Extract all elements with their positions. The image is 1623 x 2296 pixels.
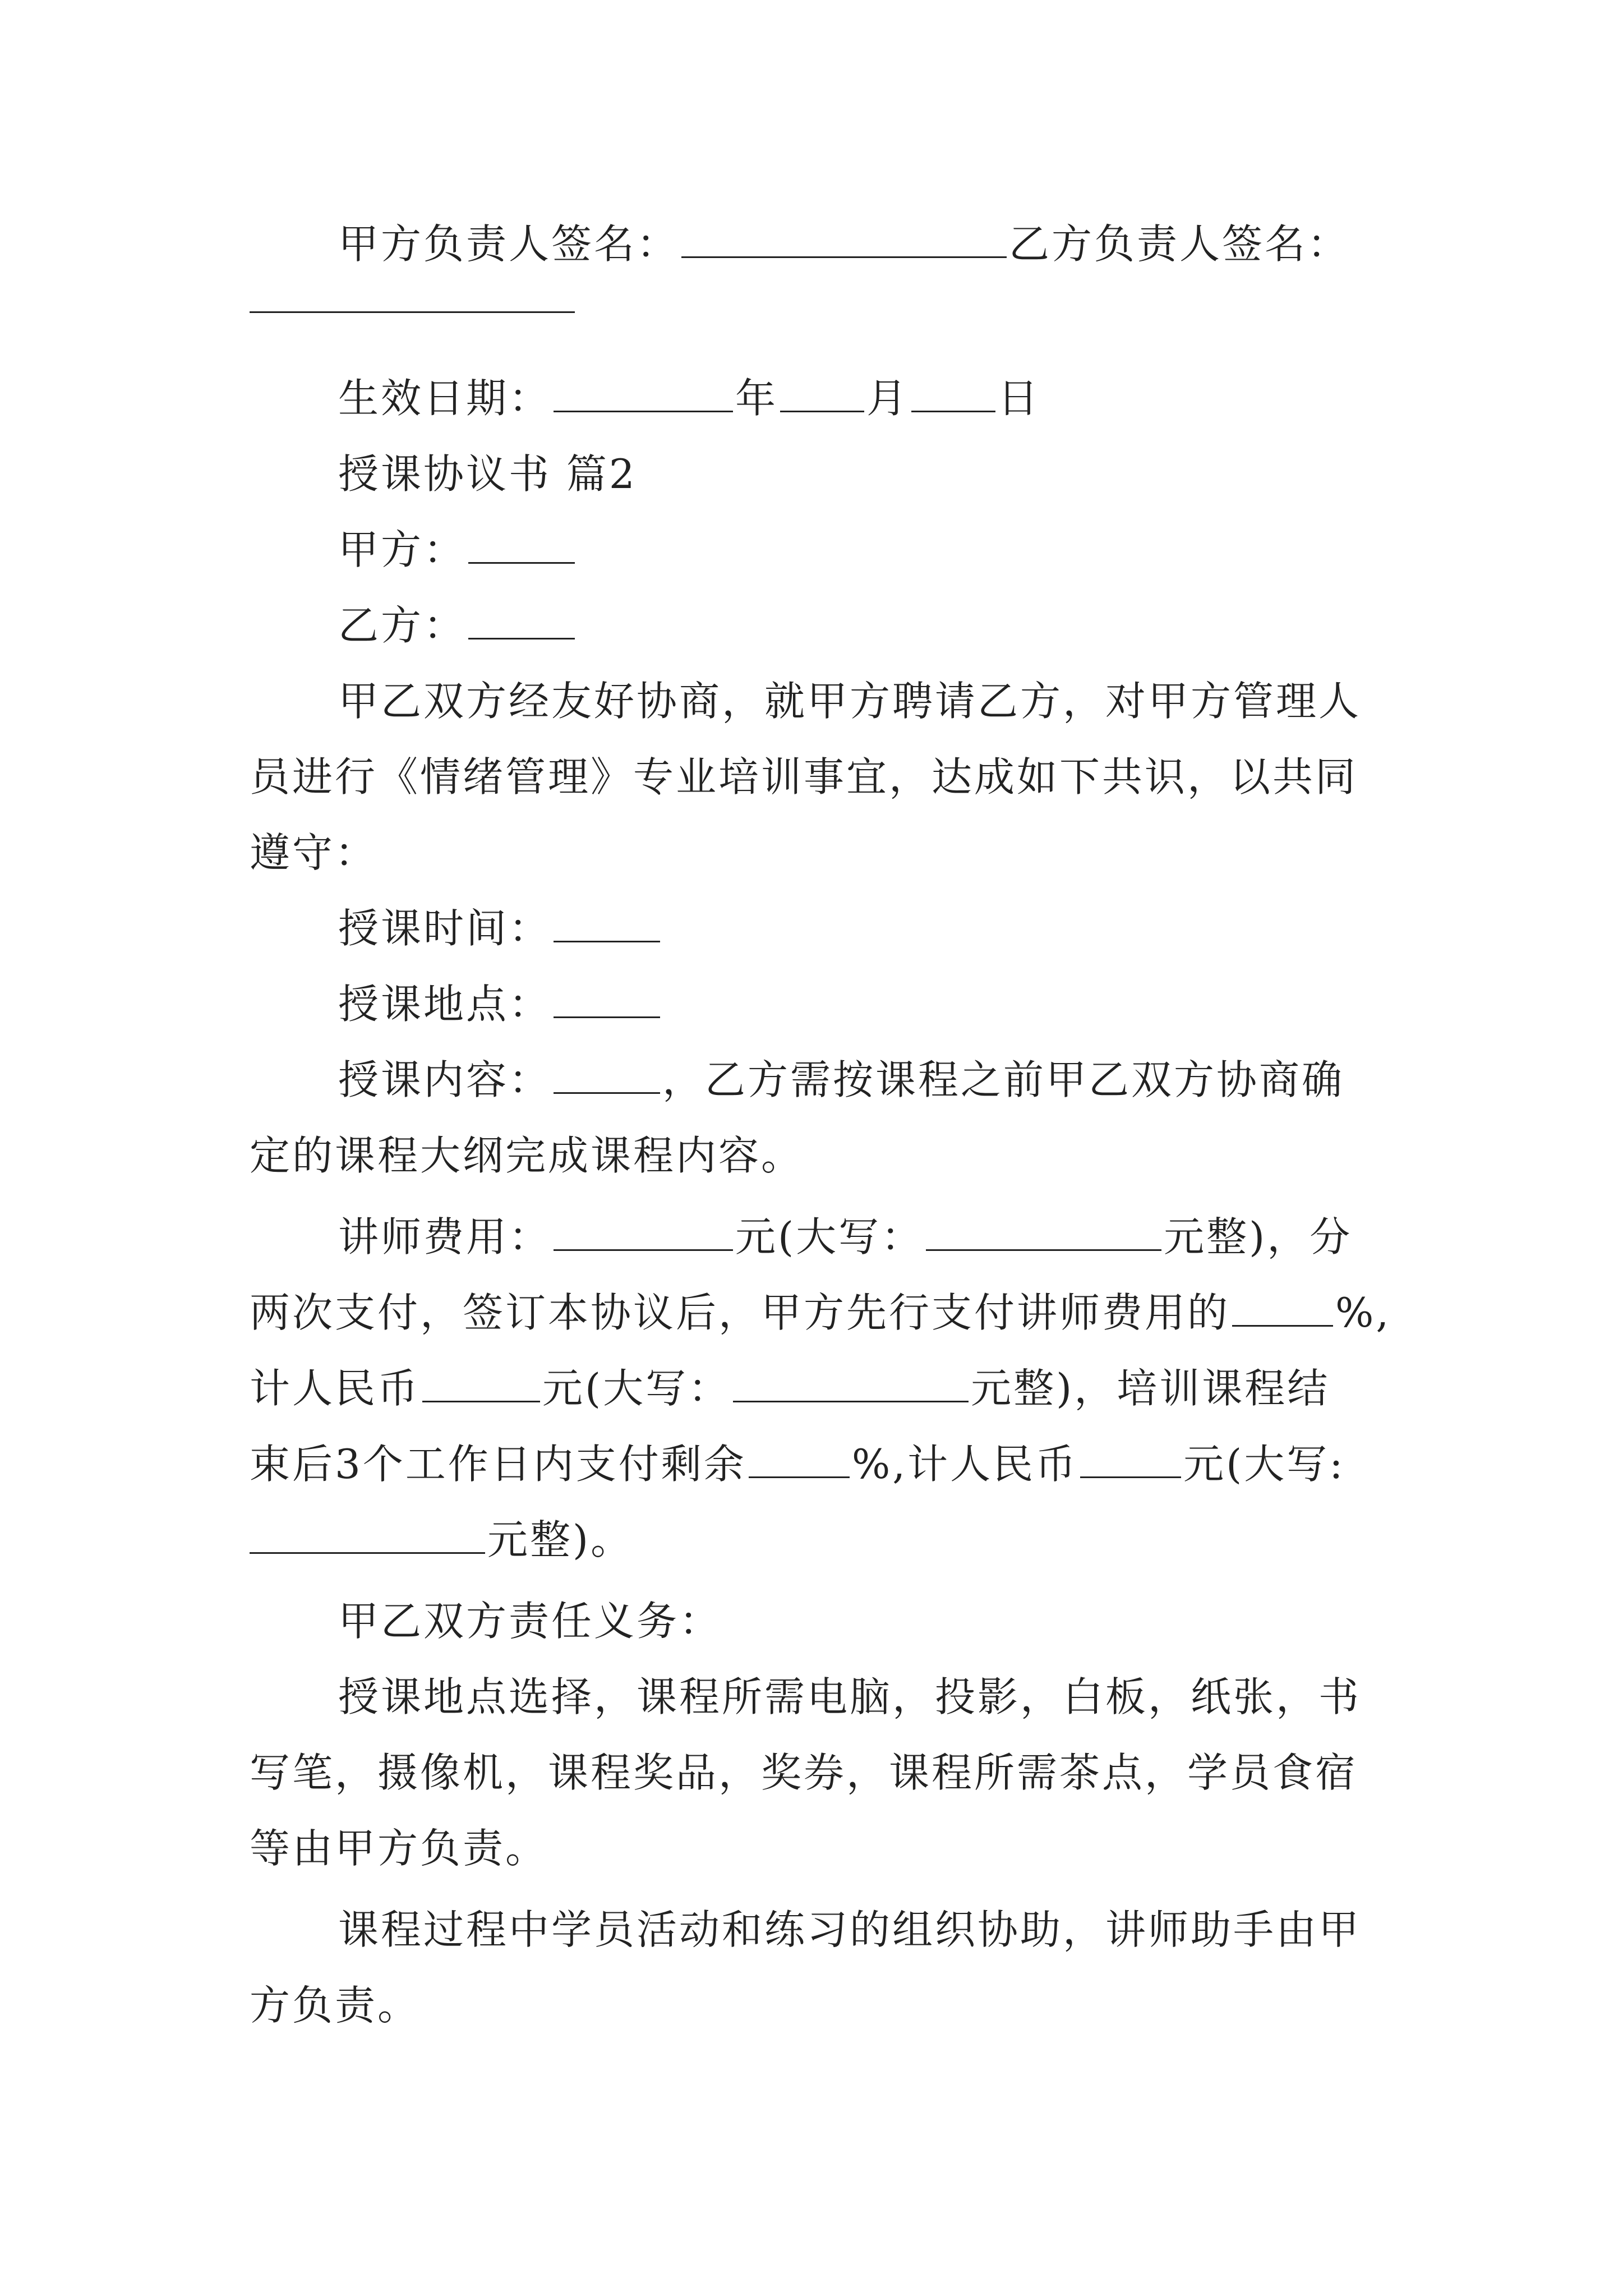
duty2-line-1: 课程过程中学员活动和练习的组织协助，讲师助手由甲 (338, 1906, 1362, 1953)
duty1-line-3: 等由甲方负责。 (250, 1825, 548, 1872)
content-label: 授课内容： (338, 1056, 552, 1103)
place-label: 授课地点： (338, 981, 552, 1028)
month-label: 月 (866, 375, 910, 422)
fee-line5-end: 元整)。 (487, 1516, 634, 1563)
fee-uppercase-blank (926, 1205, 1161, 1251)
remaining-uppercase-blank (250, 1508, 485, 1554)
content-blank (554, 1048, 660, 1094)
first-uppercase-blank (733, 1357, 969, 1402)
party-b-line (338, 589, 1444, 662)
fee-line-1 (338, 1200, 1444, 1273)
content-line-1 (338, 1043, 1444, 1116)
content-line-2: 定的课程大纲完成课程内容。 (250, 1132, 804, 1179)
fee-line-3 (250, 1352, 1444, 1425)
fee-line3-yuan: 元(大写： (542, 1365, 731, 1412)
duty-title: 甲乙双方责任义务： (338, 1598, 722, 1645)
fee-line4-pct: %,计人民币 (851, 1441, 1078, 1488)
fee-line2-text: 两次支付，签订本协议后，甲方先行支付讲师费用的 (250, 1289, 1230, 1336)
party-b-signature-label: 乙方负责人签名： (1009, 220, 1350, 268)
fee-line-4 (250, 1428, 1444, 1501)
party-a-line (338, 513, 1444, 586)
place-blank (554, 973, 660, 1018)
section-title: 授课协议书 篇2 (338, 450, 637, 498)
fee-line3-label: 计人民币 (250, 1365, 421, 1412)
remaining-rmb-blank (1080, 1433, 1181, 1478)
intro-line-3: 遵守： (250, 829, 378, 876)
party-b-blank (468, 594, 575, 639)
party-a-label: 甲方： (338, 526, 467, 573)
intro-line-2: 员进行《情绪管理》专业培训事宜，达成如下共识，以共同 (250, 753, 1358, 800)
duty2-line-2: 方负责。 (250, 1982, 421, 2029)
month-blank (780, 367, 864, 412)
party-a-signature-label: 甲方负责人签名： (338, 220, 680, 268)
fee-line2-end: %, (1335, 1289, 1391, 1336)
time-blank (554, 897, 660, 942)
fee-line1-end: 元整)，分 (1164, 1213, 1353, 1260)
fee-yuan-label: 元(大写： (735, 1213, 924, 1260)
fee-line-5 (250, 1503, 1444, 1576)
day-label: 日 (998, 375, 1041, 422)
fee-amount-blank (554, 1205, 733, 1251)
intro-line-1: 甲乙双方经友好协商，就甲方聘请乙方，对甲方管理人 (338, 678, 1362, 725)
party-a-signature-blank (681, 213, 1007, 258)
place-line (338, 968, 1444, 1041)
duty1-line-1: 授课地点选择，课程所需电脑，投影，白板，纸张，书 (338, 1673, 1362, 1720)
first-rmb-blank (422, 1357, 540, 1402)
duty1-line-2: 写笔，摄像机，课程奖品，奖券，课程所需茶点，学员食宿 (250, 1749, 1358, 1796)
fee-line4-end: 元(大写: (1183, 1441, 1345, 1488)
time-label: 授课时间： (338, 905, 552, 952)
party-b-label: 乙方： (338, 602, 467, 649)
effective-date-line (338, 362, 1444, 435)
first-percent-blank (1232, 1281, 1333, 1327)
fee-line-2 (250, 1276, 1444, 1349)
time-line (338, 892, 1444, 965)
effective-date-label: 生效日期： (338, 375, 552, 422)
remaining-percent-blank (749, 1433, 850, 1478)
content-rest: ，乙方需按课程之前甲乙双方协商确 (662, 1056, 1345, 1103)
signature-line (338, 208, 1444, 280)
year-label: 年 (735, 375, 778, 422)
party-b-signature-blank (250, 311, 575, 313)
party-a-blank (468, 518, 575, 564)
fee-line3-end: 元整)，培训课程结 (971, 1365, 1330, 1412)
day-blank (911, 367, 995, 412)
fee-line4-text: 束后3个工作日内支付剩余 (250, 1441, 746, 1488)
fee-label: 讲师费用： (338, 1213, 552, 1260)
year-blank (554, 367, 733, 412)
